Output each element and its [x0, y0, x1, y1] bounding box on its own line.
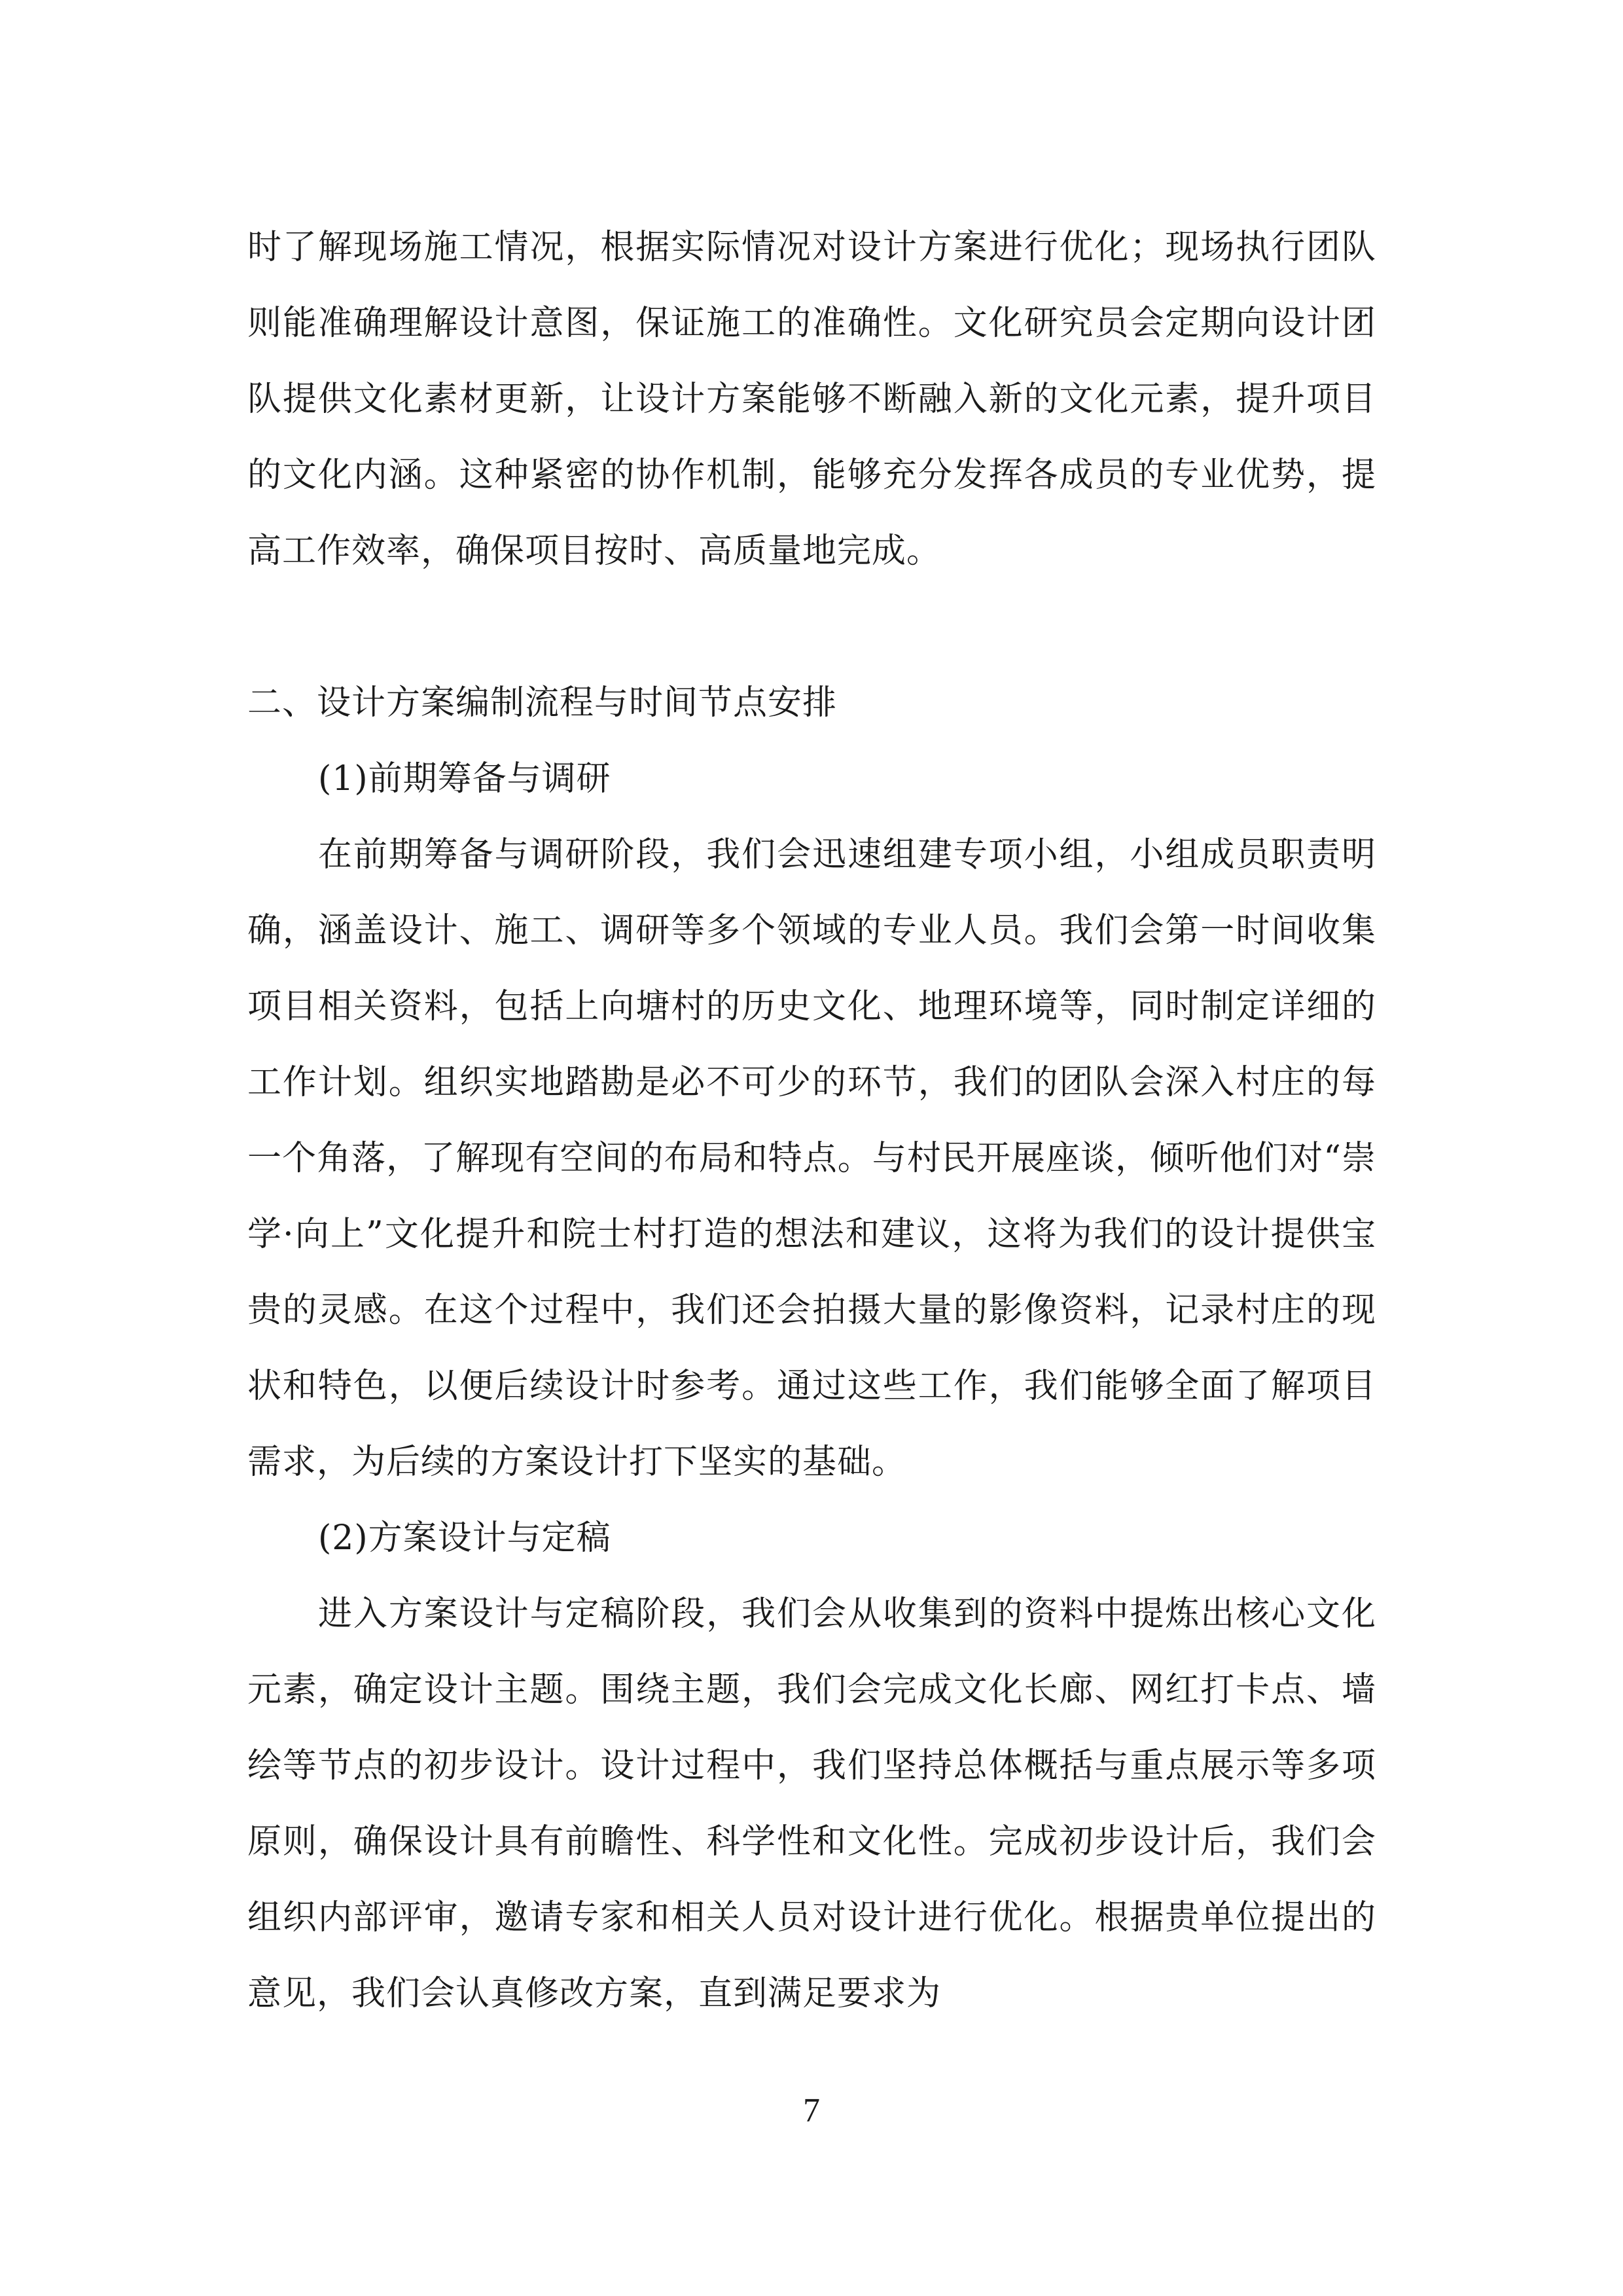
section-heading: 二、设计方案编制流程与时间节点安排: [247, 683, 838, 723]
paragraph-preparation: 在前期筹备与调研阶段，我们会迅速组建专项小组，小组成员职责明确，涵盖设计、施工、调研等多个领域的专业人员。我们会第一时间收集项目相关资料，包括上向塘村的历史文化、地理环境等，同时制定详细的工作计划。组织实地踏勘是必不可少的环节，我们的团队会深入村庄的每一个角落，了解现有空间的布局和特点。与村民开展座谈，倾听他们对“崇学·向上”文化提升和院士村打造的想法和建议，这将为我们的设计提供宝贵的灵感。在这个过程中，我们还会拍摄大量的影像资料，记录村庄的现状和特色，以便后续设计时参考。通过这些工作，我们能够全面了解项目需求，为后续的方案设计打下坚实的基础。: [247, 835, 1376, 1482]
subsection-heading-preparation: (1)前期筹备与调研: [318, 759, 611, 798]
paragraph-continuation: 时了解现场施工情况，根据实际情况对设计方案进行优化；现场执行团队则能准确理解设计意图，保证施工的准确性。文化研究员会定期向设计团队提供文化素材更新，让设计方案能够不断融入新的文化元素，提升项目的文化内涵。这种紧密的协作机制，能够充分发挥各成员的专业优势，提高工作效率，确保项目按时、高质量地完成。: [247, 228, 1376, 571]
page-number: 7: [803, 2092, 820, 2129]
document-body: [247, 209, 1376, 2032]
subsection-heading-design: (2)方案设计与定稿: [318, 1518, 611, 1558]
paragraph-design: 进入方案设计与定稿阶段，我们会从收集到的资料中提炼出核心文化元素，确定设计主题。围绕主题，我们会完成文化长廊、网红打卡点、墙绘等节点的初步设计。设计过程中，我们坚持总体概括与重点展示等多项原则，确保设计具有前瞻性、科学性和文化性。完成初步设计后，我们会组织内部评审，邀请专家和相关人员对设计进行优化。根据贵单位提出的意见，我们会认真修改方案，直到满足要求为: [247, 1594, 1376, 2013]
